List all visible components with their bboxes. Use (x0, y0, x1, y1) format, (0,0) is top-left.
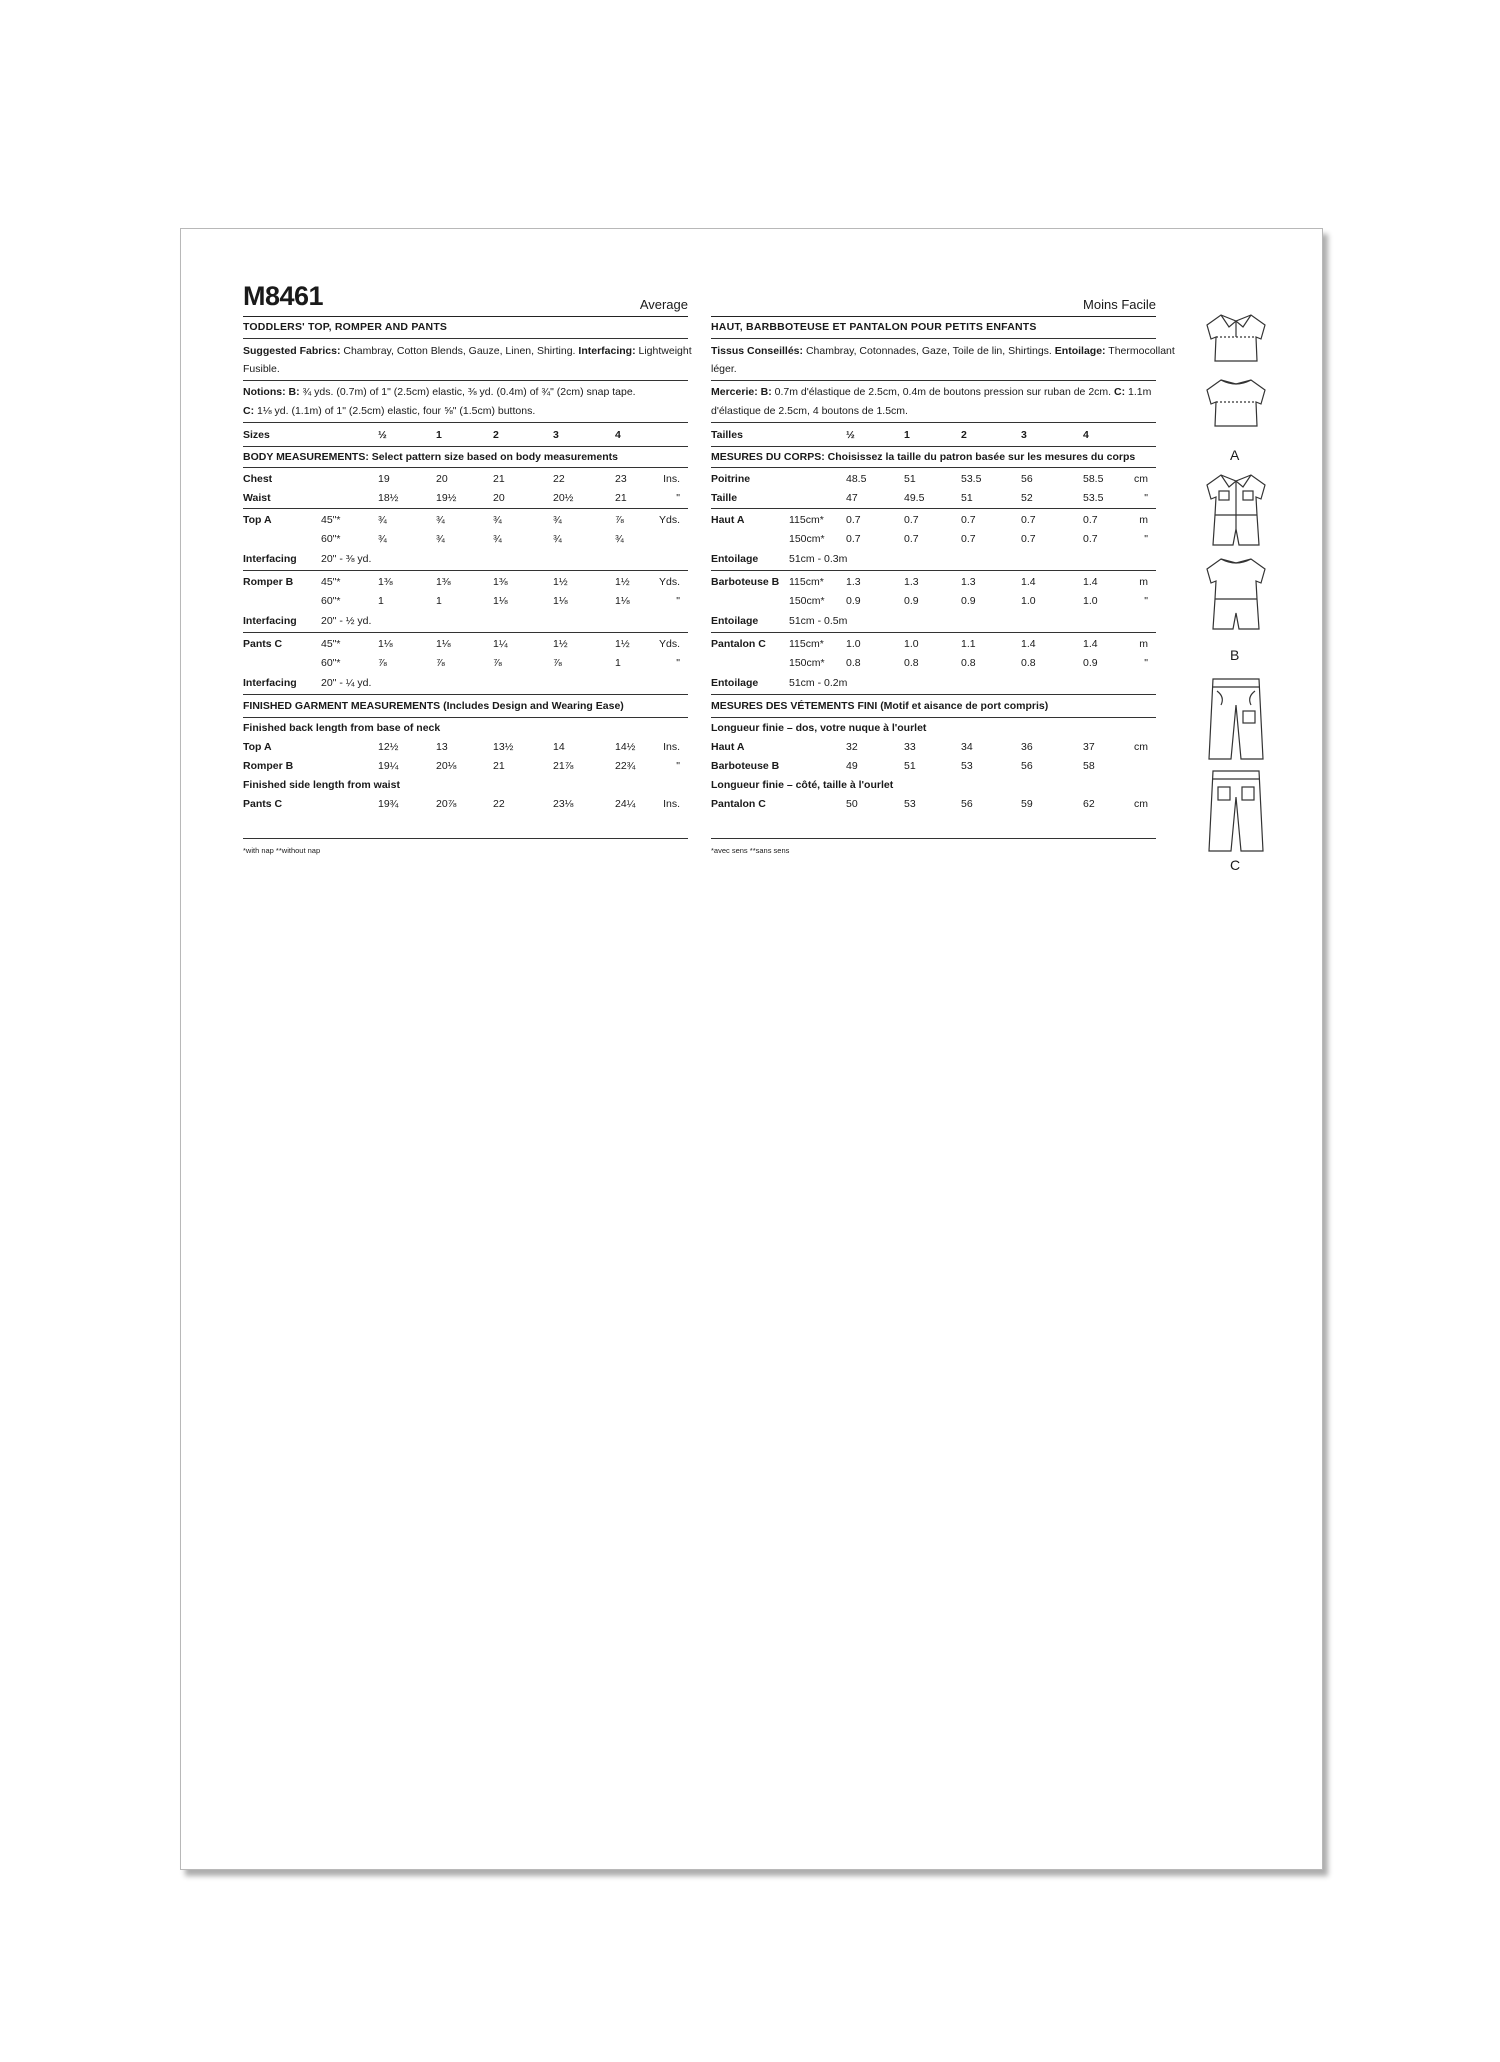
interfacing-label: Interfacing (243, 615, 297, 627)
table-cell: ¾ (553, 533, 562, 545)
table-cell: 14½ (615, 741, 636, 753)
unit-cell: Ins. (663, 741, 680, 753)
notions-c-label-fr: C: (1114, 386, 1126, 398)
interfacing-amount-fr: 51cm - 0.3m (789, 553, 848, 565)
table-cell: 1½ (615, 576, 630, 588)
fabrics-text-fr: Chambray, Cotonnades, Gaze, Toile de lin, Shirtings. (805, 345, 1052, 357)
divider (243, 717, 688, 718)
table-cell-fr: 49.5 (904, 492, 925, 504)
interfacing-amount: 20" - ½ yd. (321, 615, 372, 627)
fabric-width-fr: 115cm* (789, 514, 824, 526)
pattern-code: M8461 (243, 281, 324, 311)
unit-cell: Ins. (663, 473, 680, 485)
fabrics-line-fr (711, 345, 1175, 357)
table-cell: 1⅛ (436, 638, 451, 650)
view-yardage-label-fr: Barboteuse B (711, 576, 780, 588)
unit-cell: " (676, 492, 680, 504)
table-cell-fr: 1.4 (1021, 576, 1036, 588)
side-length-title-fr: Longueur finie – côté, taille à l'ourlet (711, 779, 894, 791)
table-cell-fr: 0.7 (1083, 514, 1098, 526)
fabric-width-fr: 150cm* (789, 595, 825, 607)
size-header-fr: ½ (846, 429, 855, 441)
sizes-label: Sizes (243, 429, 270, 441)
table-cell-fr: 34 (961, 741, 973, 753)
unit-cell-fr: cm (1134, 798, 1148, 810)
table-cell-fr: 51 (961, 492, 973, 504)
table-cell: 20⅞ (436, 798, 457, 810)
table-cell-fr: 36 (1021, 741, 1033, 753)
table-cell: ¾ (378, 514, 387, 526)
table-cell: ¾ (493, 514, 502, 526)
fabrics-text: Chambray, Cotton Blends, Gauze, Linen, Shirting. (343, 345, 576, 357)
divider (711, 422, 1156, 423)
table-cell: 1½ (553, 638, 568, 650)
fabric-width: 60"* (321, 533, 341, 545)
table-cell-fr: 0.9 (1083, 657, 1098, 669)
table-cell-fr: 50 (846, 798, 858, 810)
side-length-title: Finished side length from waist (243, 779, 400, 791)
table-cell-fr: 33 (904, 741, 916, 753)
unit-cell: " (676, 657, 680, 669)
fabric-width: 60"* (321, 595, 341, 607)
unit-cell-fr: " (1144, 595, 1148, 607)
size-header: ½ (378, 429, 387, 441)
table-cell: 22 (553, 473, 565, 485)
notions-b-text-fr: 0.7m d'élastique de 2.5cm, 0.4m de boutons pression sur ruban de 2cm. (774, 386, 1112, 398)
divider (711, 717, 1156, 718)
table-cell: 1 (615, 657, 621, 669)
interfacing-text: Lightweight (638, 345, 692, 357)
table-cell: 22 (493, 798, 505, 810)
table-cell: 13 (436, 741, 448, 753)
unit-cell-fr: cm (1134, 473, 1148, 485)
interfacing-label: Interfacing: (578, 345, 636, 357)
divider (711, 694, 1156, 695)
view-b-back-sketch-icon (1199, 555, 1273, 633)
unit-cell-fr: m (1139, 638, 1148, 650)
table-cell-fr: 0.7 (1021, 514, 1036, 526)
view-yardage-label-fr: Haut A (711, 514, 745, 526)
table-cell: 21 (493, 473, 505, 485)
view-a-front-sketch-icon (1201, 309, 1271, 367)
table-cell: ⅞ (378, 657, 387, 669)
table-cell-fr: 51 (904, 473, 916, 485)
table-cell-fr: 56 (1021, 473, 1033, 485)
size-header-fr: 4 (1083, 429, 1089, 441)
view-yardage-label: Top A (243, 514, 272, 526)
body-row-label-fr: Taille (711, 492, 738, 504)
divider (711, 446, 1156, 447)
table-cell-fr: 0.7 (846, 533, 861, 545)
table-cell-fr: 1.1 (961, 638, 976, 650)
finished-row-label-fr: Barboteuse B (711, 760, 780, 772)
view-yardage-label: Romper B (243, 576, 294, 588)
notions-c-label: C: (243, 405, 255, 417)
table-cell-fr: 51 (904, 760, 916, 772)
table-cell-fr: 56 (961, 798, 973, 810)
size-header: 3 (553, 429, 559, 441)
fabric-width: 45"* (321, 576, 341, 588)
notions-c-line-fr: d'élastique de 2.5cm, 4 boutons de 1.5cm. (711, 405, 908, 417)
table-cell-fr: 58.5 (1083, 473, 1104, 485)
view-label-b: B (1230, 647, 1240, 663)
table-cell: 20 (436, 473, 448, 485)
body-measurements-title: BODY MEASUREMENTS: Select pattern size based on body measurements (243, 451, 618, 463)
unit-cell-fr: m (1139, 514, 1148, 526)
unit-cell: Yds. (658, 514, 680, 526)
notions-c-tail-fr: 1.1m (1128, 386, 1152, 398)
table-cell-fr: 53.5 (1083, 492, 1104, 504)
notions-c-text: 1⅛ yd. (1.1m) of 1" (2.5cm) elastic, four ⅝" (1.5cm) buttons. (257, 405, 536, 417)
sizes-label-fr: Tailles (711, 429, 743, 441)
view-a-back-sketch-icon (1201, 374, 1271, 432)
table-cell: 1⅛ (615, 595, 630, 607)
table-cell: 20⅛ (436, 760, 457, 772)
pattern-title-fr: HAUT, BARBBOTEUSE ET PANTALON POUR PETITS ENFANTS (711, 321, 1037, 333)
divider (711, 632, 1156, 633)
table-cell: 1⅛ (493, 595, 508, 607)
table-cell-fr: 53 (904, 798, 916, 810)
pattern-title: TODDLERS' TOP, ROMPER AND PANTS (243, 321, 448, 333)
table-cell-fr: 1.0 (846, 638, 861, 650)
table-cell: 19 (378, 473, 390, 485)
back-length-title: Finished back length from base of neck (243, 722, 441, 734)
footnote-fr: *avec sens **sans sens (711, 846, 790, 855)
unit-cell-fr: " (1144, 657, 1148, 669)
unit-cell: Yds. (658, 576, 680, 588)
size-header-fr: 3 (1021, 429, 1027, 441)
divider (711, 338, 1156, 339)
table-cell-fr: 0.7 (961, 514, 976, 526)
table-cell-fr: 0.9 (961, 595, 976, 607)
interfacing-amount-fr: 51cm - 0.5m (789, 615, 848, 627)
table-cell: 1⅛ (553, 595, 568, 607)
table-cell-fr: 59 (1021, 798, 1033, 810)
fabrics-line-2: Fusible. (243, 363, 280, 375)
table-cell: ¾ (493, 533, 502, 545)
table-cell: 22¾ (615, 760, 636, 772)
table-cell: 20 (493, 492, 505, 504)
table-cell-fr: 1.0 (1083, 595, 1098, 607)
interfacing-amount: 20" - ¼ yd. (321, 677, 372, 689)
difficulty-level: Average (639, 297, 688, 312)
table-cell-fr: 0.7 (904, 533, 919, 545)
size-header: 1 (436, 429, 442, 441)
table-cell: 12½ (378, 741, 399, 753)
table-cell-fr: 47 (846, 492, 858, 504)
pattern-envelope-back (180, 228, 1323, 1870)
table-cell: 18½ (378, 492, 399, 504)
size-header-fr: 1 (904, 429, 910, 441)
table-cell-fr: 0.7 (1021, 533, 1036, 545)
table-cell: 13½ (493, 741, 514, 753)
table-cell-fr: 49 (846, 760, 858, 772)
table-cell-fr: 37 (1083, 741, 1095, 753)
table-cell: 1⅜ (493, 576, 508, 588)
table-cell: ¾ (553, 514, 562, 526)
fabric-width-fr: 115cm* (789, 576, 824, 588)
table-cell: ⅞ (615, 514, 624, 526)
unit-cell-fr: " (1144, 492, 1148, 504)
back-length-title-fr: Longueur finie – dos, votre nuque à l'ourlet (711, 722, 927, 734)
finished-row-label: Romper B (243, 760, 294, 772)
view-c-front-sketch-icon (1203, 675, 1269, 761)
fabrics-label-fr: Tissus Conseillés: (711, 345, 804, 357)
table-cell: 23 (615, 473, 627, 485)
notions-b-text: ¾ yds. (0.7m) of 1" (2.5cm) elastic, ⅜ yd. (0.4m) of ¾" (2cm) snap tape. (302, 386, 636, 398)
fabric-width-fr: 150cm* (789, 657, 825, 669)
interfacing-text-fr: Thermocollant (1108, 345, 1175, 357)
unit-cell-fr: " (1144, 533, 1148, 545)
divider (243, 632, 688, 633)
size-header: 4 (615, 429, 621, 441)
divider (243, 838, 688, 839)
table-cell-fr: 0.7 (961, 533, 976, 545)
table-cell: ¾ (436, 533, 445, 545)
table-cell-fr: 0.9 (904, 595, 919, 607)
table-cell-fr: 1.0 (1021, 595, 1036, 607)
divider (243, 508, 688, 509)
table-cell: 1 (436, 595, 442, 607)
unit-cell: " (676, 760, 680, 772)
fabrics-line-2-fr: léger. (711, 363, 737, 375)
table-cell-fr: 1.3 (846, 576, 861, 588)
view-label-c: C (1230, 857, 1241, 873)
table-cell: ⅞ (493, 657, 502, 669)
fabric-width: 45"* (321, 514, 341, 526)
divider (711, 467, 1156, 468)
table-cell-fr: 1.4 (1021, 638, 1036, 650)
table-cell: 19½ (436, 492, 457, 504)
finished-measurements-title: FINISHED GARMENT MEASUREMENTS (Includes Design and Wearing Ease) (243, 700, 624, 712)
finished-row-label: Top A (243, 741, 272, 753)
divider (711, 570, 1156, 571)
table-cell-fr: 48.5 (846, 473, 867, 485)
table-cell-fr: 0.7 (904, 514, 919, 526)
table-cell-fr: 53.5 (961, 473, 982, 485)
interfacing-label: Interfacing (243, 677, 297, 689)
table-cell-fr: 0.8 (1021, 657, 1036, 669)
body-measurements-title-fr: MESURES DU CORPS: Choisissez la taille du patron basée sur les mesures du corps (711, 451, 1136, 463)
finished-row-label-fr: Haut A (711, 741, 745, 753)
table-cell: 1⅜ (378, 576, 393, 588)
fabrics-label: Suggested Fabrics: (243, 345, 341, 357)
table-cell-fr: 1.3 (961, 576, 976, 588)
table-cell-fr: 0.9 (846, 595, 861, 607)
interfacing-label: Interfacing (243, 553, 297, 565)
table-cell-fr: 0.8 (904, 657, 919, 669)
divider (243, 570, 688, 571)
notions-c-line (243, 405, 535, 417)
table-cell: 14 (553, 741, 565, 753)
fabric-width: 60"* (321, 657, 341, 669)
size-header: 2 (493, 429, 499, 441)
fabric-width-fr: 115cm* (789, 638, 824, 650)
footnote: *with nap **without nap (243, 846, 321, 855)
table-cell-fr: 0.8 (961, 657, 976, 669)
table-cell: 20½ (553, 492, 574, 504)
table-cell-fr: 0.8 (846, 657, 861, 669)
view-label-a: A (1230, 447, 1240, 463)
interfacing-amount: 20" - ⅜ yd. (321, 553, 372, 565)
fabric-width-fr: 150cm* (789, 533, 825, 545)
view-c-back-sketch-icon (1203, 767, 1269, 853)
table-cell: 1⅜ (436, 576, 451, 588)
table-cell-fr: 1.4 (1083, 576, 1098, 588)
divider (243, 446, 688, 447)
unit-cell-fr: cm (1134, 741, 1148, 753)
body-row-label: Waist (243, 492, 271, 504)
fabric-width: 45"* (321, 638, 341, 650)
divider (711, 380, 1156, 381)
table-cell-fr: 62 (1083, 798, 1095, 810)
divider (243, 467, 688, 468)
table-cell: 1½ (615, 638, 630, 650)
table-cell: 21 (615, 492, 627, 504)
table-cell-fr: 0.7 (1083, 533, 1098, 545)
notions-label-fr: Mercerie: B: (711, 386, 772, 398)
notions-b-line (243, 386, 636, 398)
table-cell-fr: 1.0 (904, 638, 919, 650)
view-b-front-sketch-icon (1199, 471, 1273, 549)
table-cell-fr: 1.4 (1083, 638, 1098, 650)
table-cell: ¾ (615, 533, 624, 545)
fabrics-line (243, 345, 692, 357)
view-yardage-label: Pants C (243, 638, 283, 650)
view-yardage-label-fr: Pantalon C (711, 638, 766, 650)
interfacing-label-fr: Entoilage (711, 615, 759, 627)
table-cell: 21⅞ (553, 760, 574, 772)
finished-row-label-fr: Pantalon C (711, 798, 766, 810)
table-cell: 1¼ (493, 638, 508, 650)
table-cell: 1⅛ (378, 638, 393, 650)
size-header-fr: 2 (961, 429, 967, 441)
difficulty-level-fr: Moins Facile (1083, 297, 1156, 312)
divider (243, 338, 688, 339)
notions-label: Notions: B: (243, 386, 300, 398)
table-cell-fr: 53 (961, 760, 973, 772)
body-row-label-fr: Poitrine (711, 473, 751, 485)
table-cell-fr: 0.7 (846, 514, 861, 526)
table-cell: 1 (378, 595, 384, 607)
interfacing-label-fr: Entoilage (711, 677, 759, 689)
finished-row-label: Pants C (243, 798, 283, 810)
interfacing-label-fr: Entoilage: (1054, 345, 1106, 357)
table-cell-fr: 58 (1083, 760, 1095, 772)
divider (243, 380, 688, 381)
finished-measurements-title-fr: MESURES DES VÉTEMENTS FINI (Motif et aisance de port compris) (711, 700, 1049, 712)
body-row-label: Chest (243, 473, 273, 485)
table-cell: ¾ (378, 533, 387, 545)
table-cell-fr: 52 (1021, 492, 1033, 504)
table-cell-fr: 1.3 (904, 576, 919, 588)
table-cell: ⅞ (553, 657, 562, 669)
table-cell-fr: 56 (1021, 760, 1033, 772)
unit-cell: " (676, 595, 680, 607)
unit-cell: Ins. (663, 798, 680, 810)
divider (243, 316, 688, 317)
table-cell-fr: 32 (846, 741, 858, 753)
unit-cell: Yds. (658, 638, 680, 650)
divider (711, 316, 1156, 317)
divider (243, 422, 688, 423)
divider (711, 508, 1156, 509)
table-cell: 1½ (553, 576, 568, 588)
table-cell: 21 (493, 760, 505, 772)
divider (243, 694, 688, 695)
table-cell: 19¾ (378, 798, 399, 810)
interfacing-amount-fr: 51cm - 0.2m (789, 677, 848, 689)
divider (711, 838, 1156, 839)
table-cell: ⅞ (436, 657, 445, 669)
table-cell: 19¼ (378, 760, 399, 772)
table-cell: 23⅛ (553, 798, 574, 810)
notions-b-line-fr (711, 386, 1151, 398)
unit-cell-fr: m (1139, 576, 1148, 588)
table-cell: 24¼ (615, 798, 636, 810)
interfacing-label-fr: Entoilage (711, 553, 759, 565)
table-cell: ¾ (436, 514, 445, 526)
